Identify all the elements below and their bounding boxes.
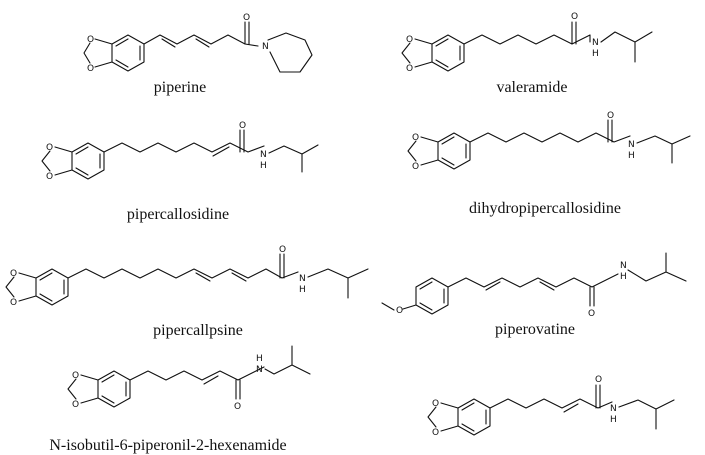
amide-hydrogen: H (620, 272, 627, 282)
structure-n-isobutil-6-piperonil-2-hexenamide (49, 346, 310, 454)
amide-hydrogen: H (260, 161, 267, 171)
oxygen-atom: O (406, 35, 414, 45)
oxygen-atom: O (234, 402, 242, 412)
oxygen-atom: O (279, 245, 287, 255)
structure-dihydropipercallosidine (408, 111, 690, 217)
compound-name: piperovatine (495, 321, 575, 338)
nitrogen-atom: N (592, 38, 599, 48)
amide-hydrogen: H (256, 354, 263, 364)
nitrogen-atom: N (628, 140, 635, 150)
oxygen-atom: O (87, 64, 95, 74)
oxygen-atom: O (412, 133, 420, 143)
oxygen-atom: O (10, 298, 18, 308)
compound-name: N-isobutil-6-piperonil-2-hexenamide (49, 437, 287, 454)
amide-hydrogen: H (610, 415, 617, 425)
compound-name: pipercallpsine (153, 322, 243, 339)
oxygen-atom: O (607, 111, 615, 121)
compound-name: dihydropipercallosidine (469, 200, 621, 217)
oxygen-atom: O (396, 306, 404, 316)
amide-hydrogen: H (628, 151, 635, 161)
oxygen-atom: O (72, 400, 80, 410)
oxygen-atom: O (595, 375, 603, 385)
structure-valeramide (402, 12, 652, 96)
structure-pipercallpsine (6, 245, 368, 339)
oxygen-atom: O (243, 13, 251, 23)
amide-hydrogen: H (592, 49, 599, 59)
nitrogen-atom: N (620, 261, 627, 271)
oxygen-atom: O (412, 162, 420, 172)
oxygen-atom: O (588, 309, 596, 319)
oxygen-atom: O (10, 269, 18, 279)
amide-hydrogen: H (299, 285, 306, 295)
compound-name: valeramide (496, 79, 568, 96)
oxygen-atom: O (432, 428, 440, 438)
compound-name: pipercallosidine (126, 206, 230, 223)
nitrogen-atom: N (610, 404, 617, 414)
oxygen-atom: O (72, 371, 80, 381)
nitrogen-atom: N (260, 150, 267, 160)
nitrogen-atom: N (262, 42, 269, 52)
oxygen-atom: O (406, 64, 414, 74)
compound-name: piperine (153, 79, 207, 96)
nitrogen-atom: N (256, 365, 263, 375)
oxygen-atom: O (432, 399, 440, 409)
structure-piperovatine (382, 253, 686, 338)
structure-piperine (84, 13, 312, 96)
structure-unlabeled-compound (428, 375, 674, 438)
oxygen-atom: O (46, 172, 54, 182)
nitrogen-atom: N (299, 274, 306, 284)
oxygen-atom: O (46, 143, 54, 153)
structure-pipercallosidine (42, 121, 318, 223)
oxygen-atom: O (87, 35, 95, 45)
oxygen-atom: O (571, 12, 579, 22)
oxygen-atom: O (239, 121, 247, 131)
